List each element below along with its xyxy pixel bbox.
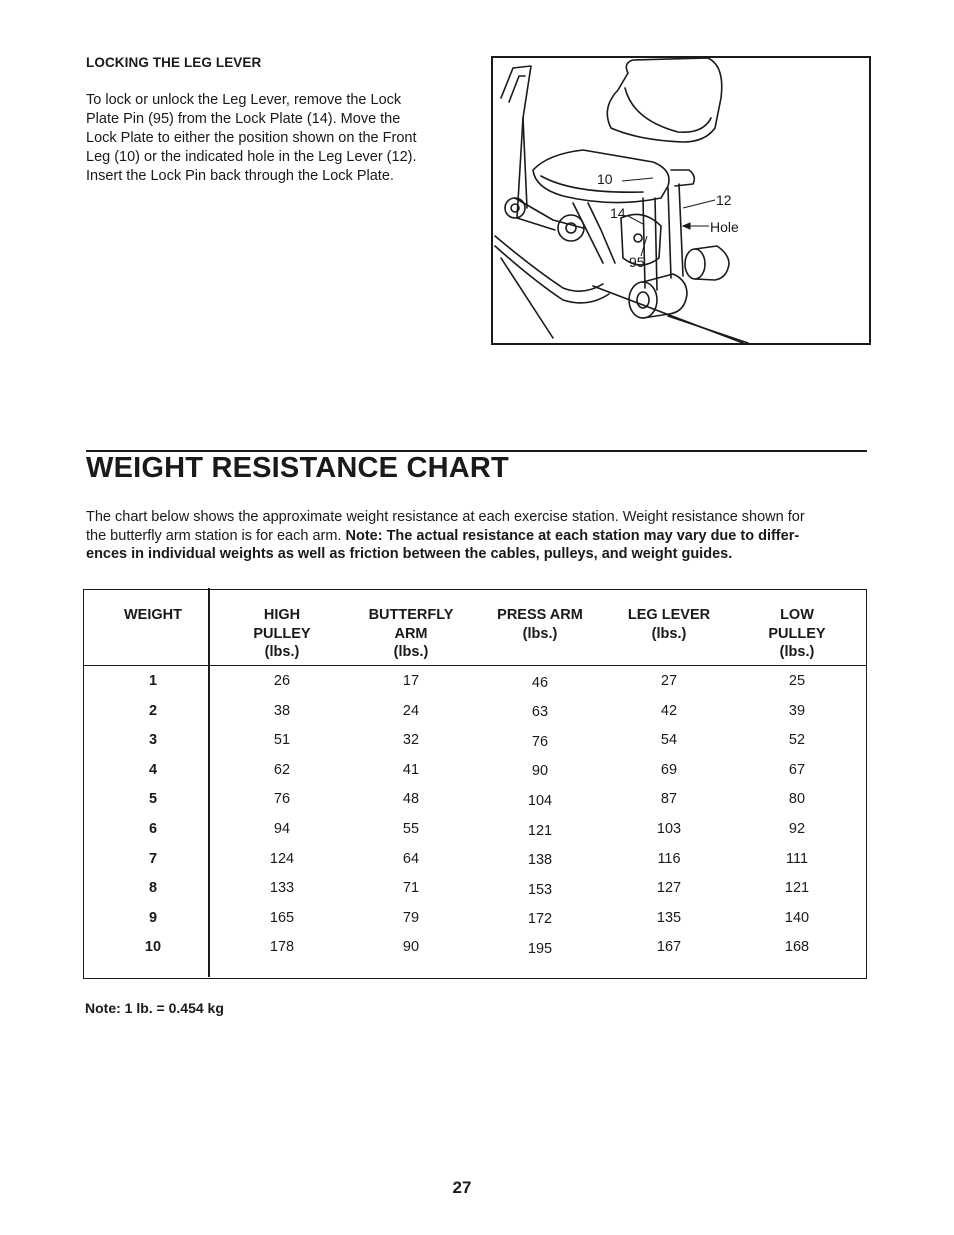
page-number: 27 <box>452 1178 472 1197</box>
table-cell-high-pulley: 94 <box>273 821 291 837</box>
table-cell-high-pulley: 133 <box>269 880 295 897</box>
intro-note-text: ences in individual weights as well as friction between the cables, pulleys, and weight guides. <box>86 546 733 562</box>
instruction-line: Lock Plate to either the position shown on the Front <box>86 130 417 146</box>
instruction-line: Plate Pin (95) from the Lock Plate (14). Move the <box>86 111 401 127</box>
table-cell-press-arm: 153 <box>527 881 553 898</box>
table-cell-press-arm: 195 <box>527 940 553 957</box>
table-cell-weight: 2 <box>148 702 158 719</box>
column-header-line: PULLEY <box>768 625 826 642</box>
table-cell-weight: 10 <box>144 939 162 956</box>
table-cell-low-pulley: 52 <box>788 732 806 749</box>
callout-10: 10 <box>597 171 613 187</box>
table-cell-leg-lever: 103 <box>656 821 682 837</box>
chart-title: WEIGHT RESISTANCE CHART <box>86 452 509 484</box>
intro-line <box>86 508 870 527</box>
table-cell-leg-lever: 54 <box>660 732 678 749</box>
intro-line-text: The chart below shows the approximate weight resistance at each exercise station. Weight resistance shown for <box>86 509 805 525</box>
table-cell-low-pulley: 168 <box>784 939 810 956</box>
column-header-low-pulley <box>727 606 867 662</box>
table-cell-high-pulley: 124 <box>269 850 295 867</box>
column-header-weight <box>83 606 223 625</box>
callout-95: 95 <box>629 254 645 270</box>
chart-intro <box>86 508 870 564</box>
table-cell-leg-lever: 116 <box>657 850 681 867</box>
column-header-line: LOW <box>780 607 814 623</box>
table-cell-butterfly-arm: 90 <box>402 939 420 956</box>
table-cell-high-pulley: 178 <box>269 939 295 956</box>
intro-line <box>86 527 870 546</box>
table-cell-leg-lever: 69 <box>660 761 678 778</box>
column-header-line: HIGH <box>263 607 301 623</box>
table-cell-low-pulley: 111 <box>785 850 809 867</box>
table-cell-high-pulley: 38 <box>273 702 291 719</box>
table-cell-low-pulley: 39 <box>788 702 806 719</box>
table-cell-butterfly-arm: 48 <box>402 791 420 808</box>
instruction-line: Insert the Lock Pin back through the Lock Plate. <box>86 168 394 184</box>
table-cell-press-arm: 63 <box>531 704 549 721</box>
table-cell-leg-lever: 167 <box>656 939 682 956</box>
table-cell-press-arm: 138 <box>527 852 553 869</box>
column-header-line: ARM <box>394 625 428 642</box>
table-cell-leg-lever: 27 <box>660 673 678 689</box>
table-cell-press-arm: 172 <box>527 911 553 928</box>
column-header-line: (lbs.) <box>264 644 300 660</box>
callout-14: 14 <box>610 205 626 221</box>
table-cell-butterfly-arm: 17 <box>402 673 420 689</box>
intro-note-text: Note: The actual resistance at each station may vary due to differ- <box>345 527 800 544</box>
column-header-line: PRESS ARM <box>497 607 583 623</box>
column-header-line: (lbs.) <box>393 644 429 660</box>
column-header-line: BUTTERFLY <box>368 607 454 623</box>
column-header-line: LEG LEVER <box>627 607 711 623</box>
column-header-line: PULLEY <box>253 625 311 642</box>
table-cell-high-pulley: 62 <box>273 761 291 778</box>
table-cell-high-pulley: 76 <box>273 791 291 808</box>
table-cell-low-pulley: 92 <box>788 821 806 837</box>
table-cell-low-pulley: 67 <box>788 761 806 778</box>
table-cell-weight: 7 <box>148 850 158 867</box>
table-cell-weight: 9 <box>148 909 158 926</box>
table-cell-butterfly-arm: 79 <box>402 909 420 926</box>
table-cell-high-pulley: 26 <box>273 673 291 689</box>
intro-line <box>86 545 870 564</box>
table-cell-butterfly-arm: 41 <box>402 761 420 778</box>
column-header-butterfly-arm <box>341 606 481 662</box>
table-cell-butterfly-arm: 64 <box>402 850 420 867</box>
table-cell-weight: 4 <box>148 761 158 778</box>
column-header-line: (lbs.) <box>522 625 558 642</box>
table-cell-weight: 3 <box>148 732 158 749</box>
table-cell-press-arm: 104 <box>527 792 553 809</box>
column-header-line: (lbs.) <box>779 644 815 660</box>
table-cell-weight: 8 <box>148 880 158 897</box>
instruction-line: Leg (10) or the indicated hole in the Leg Lever (12). <box>86 149 417 165</box>
locking-instructions <box>86 91 466 186</box>
table-header-divider <box>84 665 866 666</box>
column-header-press-arm <box>470 606 610 643</box>
table-cell-weight: 1 <box>148 673 158 689</box>
table-cell-low-pulley: 140 <box>784 909 810 926</box>
table-cell-leg-lever: 127 <box>656 880 682 897</box>
table-cell-high-pulley: 165 <box>269 909 295 926</box>
callout-12: 12 <box>716 192 732 208</box>
table-cell-press-arm: 46 <box>531 674 549 691</box>
conversion-note: Note: 1 lb. = 0.454 kg <box>85 1000 224 1016</box>
intro-line-text: the butterfly arm station is for each arm. <box>86 527 346 544</box>
table-cell-leg-lever: 42 <box>660 702 678 719</box>
table-cell-butterfly-arm: 55 <box>402 821 420 837</box>
table-cell-leg-lever: 87 <box>660 791 678 808</box>
table-cell-butterfly-arm: 32 <box>402 732 420 749</box>
column-header-line: (lbs.) <box>651 625 687 642</box>
table-cell-leg-lever: 135 <box>656 909 682 926</box>
column-header-leg-lever <box>599 606 739 643</box>
instruction-line: To lock or unlock the Leg Lever, remove the Lock <box>86 92 402 108</box>
table-cell-press-arm: 121 <box>527 822 553 839</box>
table-cell-low-pulley: 80 <box>788 791 806 808</box>
callout-hole: Hole <box>710 219 739 235</box>
leg-lever-illustration <box>493 58 869 343</box>
table-cell-low-pulley: 25 <box>788 673 806 689</box>
section-heading-locking: LOCKING THE LEG LEVER <box>86 55 262 70</box>
table-column-divider <box>208 588 210 977</box>
leg-lever-figure <box>491 56 871 345</box>
column-header-line: WEIGHT <box>124 607 182 623</box>
table-cell-high-pulley: 51 <box>273 732 291 749</box>
table-cell-press-arm: 90 <box>531 763 549 780</box>
table-cell-weight: 6 <box>148 821 158 837</box>
table-cell-low-pulley: 121 <box>784 880 810 897</box>
table-cell-weight: 5 <box>148 791 158 808</box>
table-cell-butterfly-arm: 24 <box>402 702 420 719</box>
table-cell-press-arm: 76 <box>531 733 549 750</box>
column-header-high-pulley <box>212 606 352 662</box>
table-cell-butterfly-arm: 71 <box>402 880 420 897</box>
